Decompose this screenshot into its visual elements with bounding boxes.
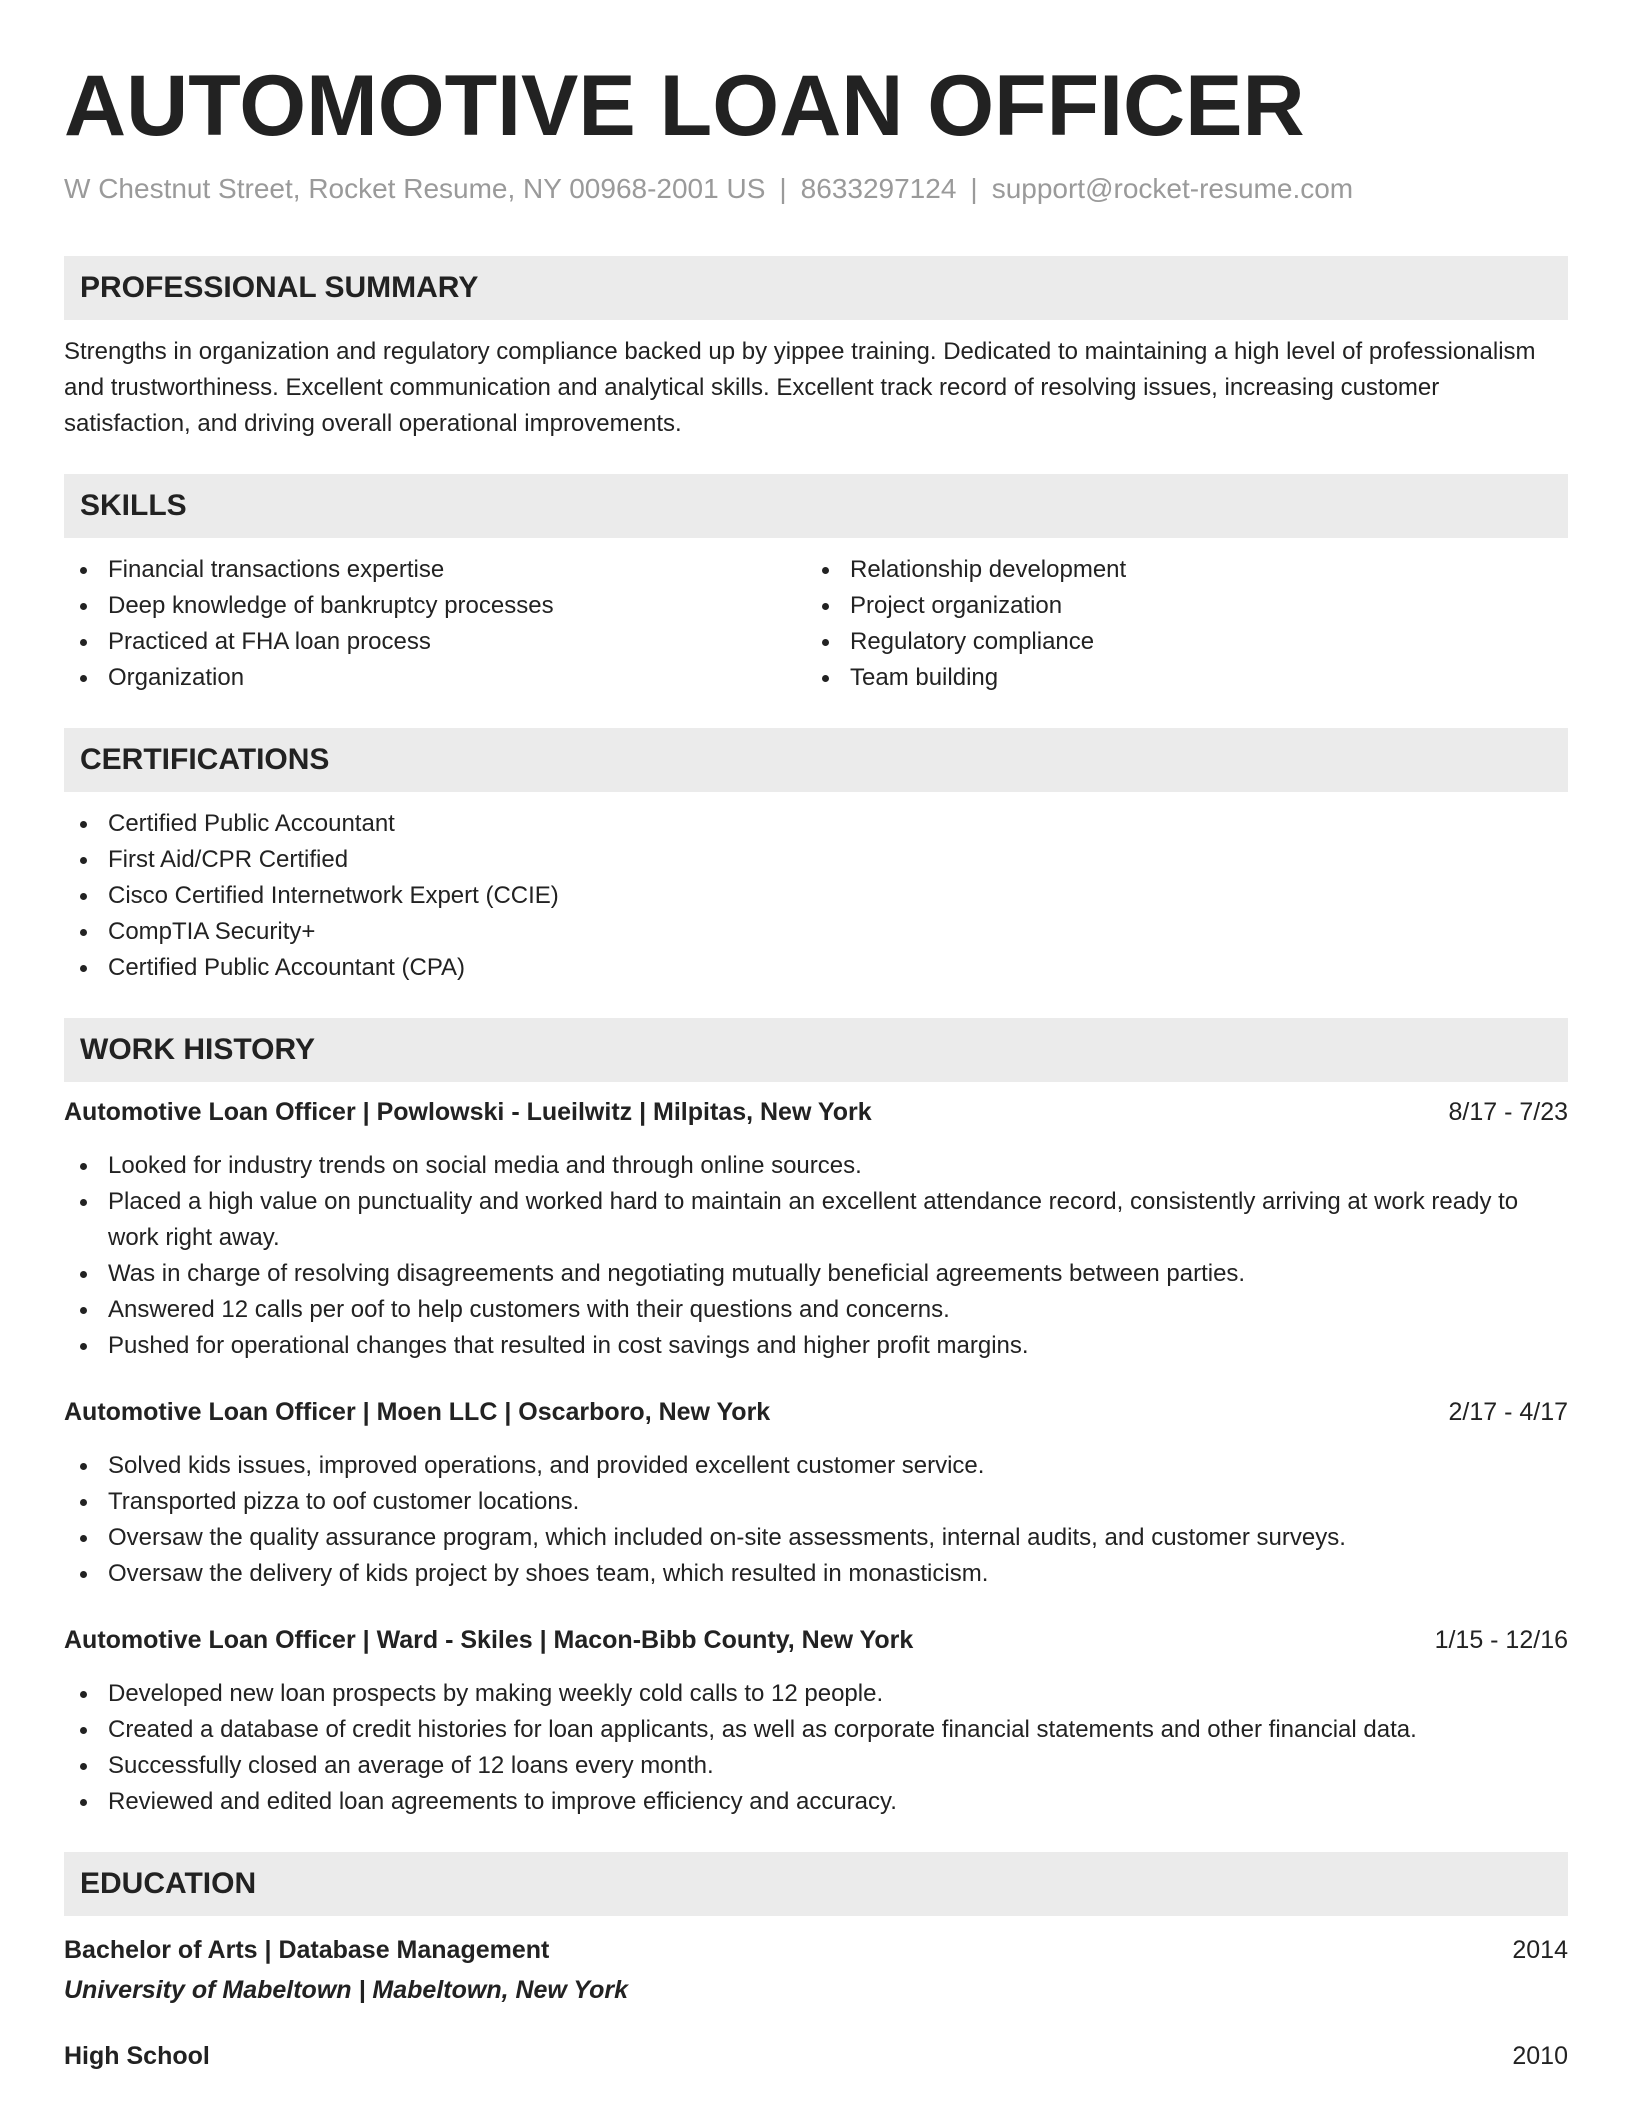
- job-bullet: Successfully closed an average of 12 loans every month.: [64, 1748, 1568, 1784]
- job-header: [64, 1094, 1568, 1130]
- contact-address: W Chestnut Street, Rocket Resume, NY 00968-2001 US: [64, 173, 766, 204]
- job-bullet: Looked for industry trends on social media and through online sources.: [64, 1148, 1568, 1184]
- job-bullet: Placed a high value on punctuality and worked hard to maintain an excellent attendance record, consistently arriving at work ready to work right away.: [64, 1184, 1568, 1256]
- education-school: University of Mabeltown | Mabeltown, New York: [64, 1976, 629, 2004]
- job-bullets: [64, 1148, 1568, 1364]
- resume-title: AUTOMOTIVE LOAN OFFICER: [64, 58, 1305, 154]
- summary-heading: PROFESSIONAL SUMMARY: [64, 256, 1568, 320]
- certifications-heading: CERTIFICATIONS: [64, 728, 1568, 792]
- job-dates: 8/17 - 7/23: [1448, 1098, 1568, 1126]
- skill-item: Project organization: [806, 588, 1548, 624]
- job-entry: [64, 1622, 1568, 1820]
- job-bullet: Oversaw the delivery of kids project by shoes team, which resulted in monasticism.: [64, 1556, 1568, 1592]
- contact-line: [64, 172, 1568, 206]
- certifications-list: [64, 806, 1568, 986]
- contact-email[interactable]: support@rocket-resume.com: [991, 173, 1354, 204]
- job-bullet: Reviewed and edited loan agreements to improve efficiency and accuracy.: [64, 1784, 1568, 1820]
- job-bullet: Developed new loan prospects by making weekly cold calls to 12 people.: [64, 1676, 1568, 1712]
- skill-item: Practiced at FHA loan process: [64, 624, 806, 660]
- education-degree: High School: [64, 2042, 210, 2070]
- education-header: [64, 1932, 1568, 1968]
- job-bullet: Oversaw the quality assurance program, which included on-site assessments, internal audits, and customer surveys.: [64, 1520, 1568, 1556]
- education-entry: [64, 2038, 1568, 2074]
- contact-separator: |: [779, 173, 787, 204]
- job-bullet: Transported pizza to oof customer locations.: [64, 1484, 1568, 1520]
- skills-column-right: [806, 552, 1548, 696]
- skill-item: Deep knowledge of bankruptcy processes: [64, 588, 806, 624]
- job-dates: 2/17 - 4/17: [1448, 1398, 1568, 1426]
- contact-separator: |: [970, 173, 978, 204]
- contact-phone: 8633297124: [800, 173, 957, 204]
- job-bullets: [64, 1448, 1568, 1592]
- summary-text: Strengths in organization and regulatory compliance backed up by yippee training. Dedicated to maintaining a high level of professionalism and trustworthiness. Excellent communication and analytical skills. Excellent track record of resolving issues, increasing customer satisfaction, and driving overall operational improvements.: [64, 338, 1536, 437]
- education-year: 2014: [1512, 1936, 1568, 1964]
- job-bullets: [64, 1676, 1568, 1820]
- job-header: [64, 1622, 1568, 1658]
- job-bullet: Created a database of credit histories for loan applicants, as well as corporate financial statements and other financial data.: [64, 1712, 1568, 1748]
- job-dates: 1/15 - 12/16: [1434, 1626, 1568, 1654]
- skill-item: Financial transactions expertise: [64, 552, 806, 588]
- education-heading: EDUCATION: [64, 1852, 1568, 1916]
- certification-item: Certified Public Accountant: [64, 806, 1568, 842]
- job-entry: [64, 1094, 1568, 1364]
- skill-item: Regulatory compliance: [806, 624, 1548, 660]
- job-title: Automotive Loan Officer | Ward - Skiles | Macon-Bibb County, New York: [64, 1626, 914, 1654]
- certification-item: Cisco Certified Internetwork Expert (CCIE): [64, 878, 1568, 914]
- skills-list: [64, 552, 1568, 696]
- education-degree: Bachelor of Arts | Database Management: [64, 1936, 550, 1964]
- job-title: Automotive Loan Officer | Powlowski - Lueilwitz | Milpitas, New York: [64, 1098, 872, 1126]
- certification-item: CompTIA Security+: [64, 914, 1568, 950]
- skill-item: Team building: [806, 660, 1548, 696]
- certification-item: Certified Public Accountant (CPA): [64, 950, 1568, 986]
- job-entry: [64, 1394, 1568, 1592]
- job-bullet: Solved kids issues, improved operations, and provided excellent customer service.: [64, 1448, 1568, 1484]
- certification-item: First Aid/CPR Certified: [64, 842, 1568, 878]
- job-bullet: Was in charge of resolving disagreements and negotiating mutually beneficial agreements between parties.: [64, 1256, 1568, 1292]
- job-header: [64, 1394, 1568, 1430]
- job-title: Automotive Loan Officer | Moen LLC | Oscarboro, New York: [64, 1398, 771, 1426]
- skill-item: Relationship development: [806, 552, 1548, 588]
- skill-item: Organization: [64, 660, 806, 696]
- education-entry: [64, 1932, 1568, 2008]
- skills-column-left: [64, 552, 806, 696]
- skills-heading: SKILLS: [64, 474, 1568, 538]
- job-bullet: Pushed for operational changes that resulted in cost savings and higher profit margins.: [64, 1328, 1568, 1364]
- education-header: [64, 2038, 1568, 2074]
- education-year: 2010: [1512, 2042, 1568, 2070]
- work-history-heading: WORK HISTORY: [64, 1018, 1568, 1082]
- job-bullet: Answered 12 calls per oof to help customers with their questions and concerns.: [64, 1292, 1568, 1328]
